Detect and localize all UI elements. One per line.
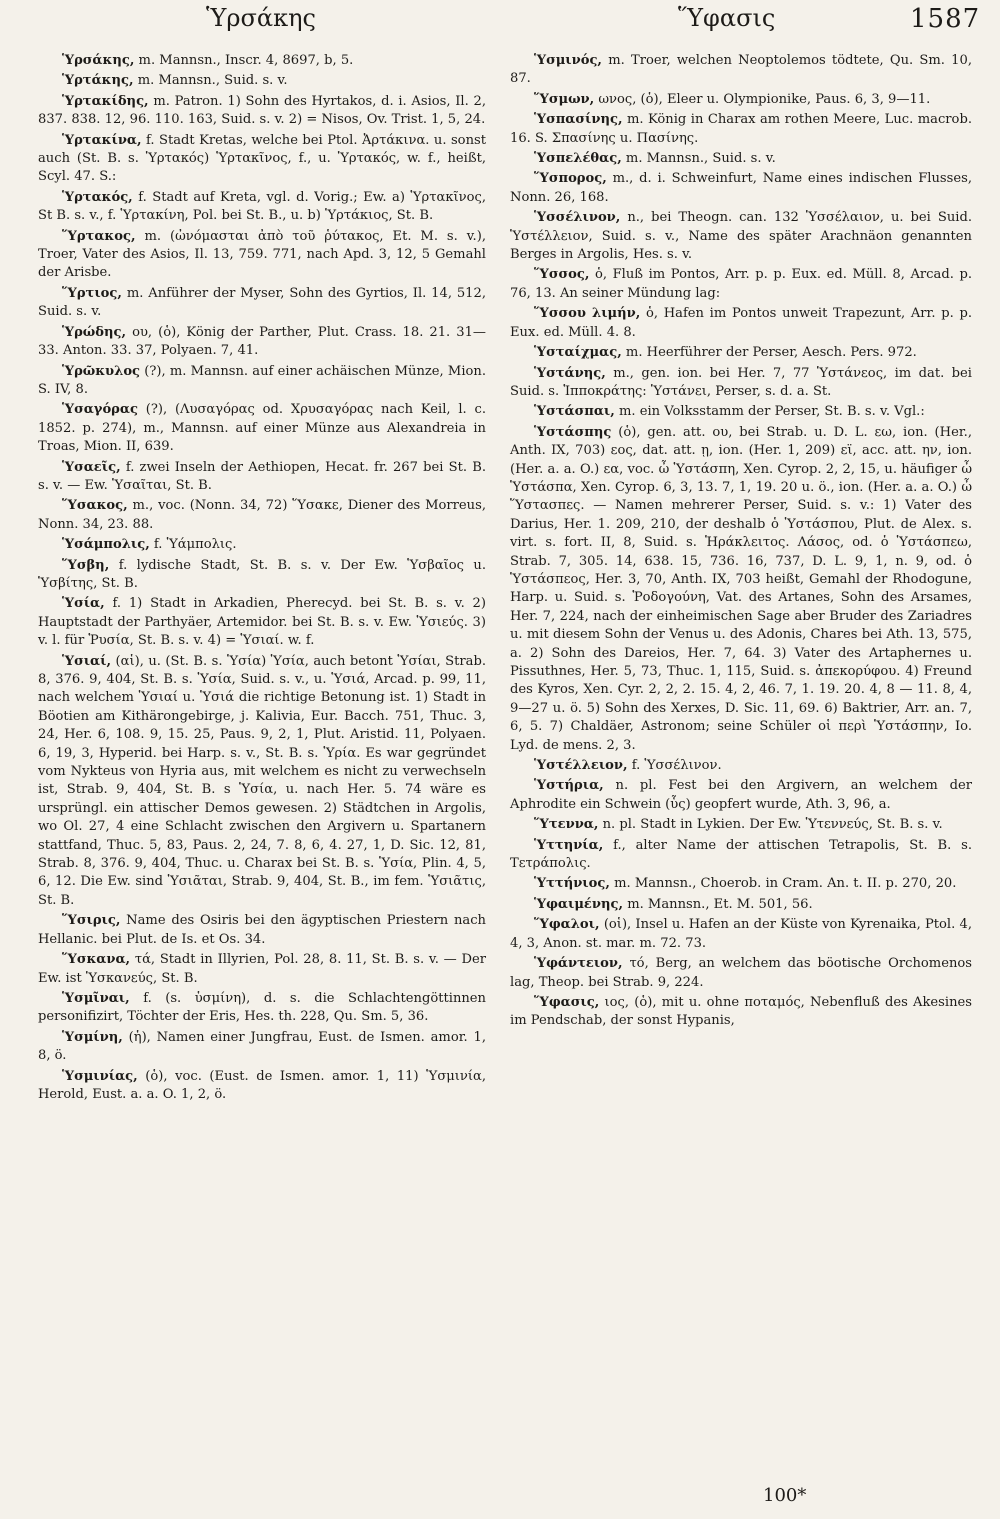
entry-headword: Ὑρώδης, [62, 324, 127, 340]
entry-text: m. Mannsn., Et. M. 501, 56. [627, 896, 813, 912]
entry-headword: Ὑσμινός, [534, 53, 602, 68]
entry-text: f., alter Name der attischen Tetrapolis, St. B. s. Τετράπολις. [510, 837, 972, 872]
entry-text: m. Patron. 1) Sohn des Hyrtakos, d. i. Asios, Il. 2, 837. 838. 12, 96. 110. 163, Suid. s. v. 2) = Nisos, Ov. Trist. 1, 5, 24. [38, 93, 486, 128]
dictionary-entry [38, 595, 486, 650]
entry-headword: Ὕσμων, [534, 91, 595, 107]
dictionary-entry [38, 285, 486, 322]
dictionary-entry [38, 459, 486, 496]
entry-text: m. Mannsn., Suid. s. v. [625, 151, 776, 167]
entry-headword: Ὕσπορος, [534, 171, 607, 187]
entry-text: ου, (ὁ), König der Parther, Plut. Crass. 18. 21. 31—33. Anton. 33. 37, Polyaen. 7, 41. [38, 324, 486, 359]
entry-text: m. Mannsn., Suid. s. v. [137, 73, 288, 89]
entry-text: f. lydische Stadt, St. B. s. v. Der Ew. Ὑσβαῖος u. Ὑσβίτης, St. B. [38, 557, 486, 591]
entry-text: f. (s. ὑσμίνη), d. s. die Schlachtengöttinnen personifizirt, Töchter der Eris, Hes. th. 228, Qu. Sm. 5, 36. [38, 990, 486, 1025]
dictionary-entry [510, 111, 972, 148]
entry-headword: Ὕφασις, [534, 994, 600, 1010]
entry-headword: Ὑσμίνη, [62, 1029, 123, 1045]
entry-headword: Ὑσμῖναι, [62, 990, 130, 1006]
entry-headword: Ὑσία, [62, 596, 105, 612]
dictionary-entry [38, 401, 486, 456]
dictionary-entry [510, 52, 972, 89]
dictionary-entry [510, 916, 972, 953]
dictionary-entry [38, 1029, 486, 1066]
entry-headword: Ὑστάσπης [534, 424, 612, 440]
sheet-signature: 100* [763, 1485, 807, 1506]
entry-headword: Ὑρτακίδης, [62, 93, 149, 109]
entry-headword: Ὑσταίχμας, [534, 345, 622, 361]
dictionary-entry [38, 653, 486, 911]
entry-headword: Ὕσιρις, [62, 913, 121, 929]
entry-text: f. Stadt auf Kreta, vgl. d. Vorig.; Ew. a) Ὑρτακῖνος, St B. s. v., f. Ὑρτακίνη, Pol. bei St. B., u. b) Ὑρτάκιος, St. B. [38, 189, 486, 224]
dictionary-entry [38, 132, 486, 187]
dictionary-entry [510, 266, 972, 303]
dictionary-entry [510, 170, 972, 207]
entry-text: m. König in Charax am rothen Meere, Luc. macrob. 16. S. Σπασίνης u. Πασίνης. [510, 112, 972, 146]
dictionary-entry [38, 951, 486, 988]
dictionary-entry [38, 990, 486, 1027]
dictionary-entry [38, 72, 486, 90]
entry-text: m. Anführer der Myser, Sohn des Gyrtios, Il. 14, 512, Suid. s. v. [38, 285, 486, 320]
entry-text: m. Troer, welchen Neoptolemos tödtete, Qu. Sm. 10, 87. [510, 53, 972, 87]
entry-headword: Ὑσιαί, [62, 653, 112, 669]
entry-text: (αἱ), u. (St. B. s. Ὑσία) Ὑσία, auch betont Ὑσίαι, Strab. 8, 376. 9, 404, St. B. s. Ὑσία, Suid. s. v., u. Ὑσιά, Arcad. p. 99, 11, nach welchem Ὑσιαί u. Ὑσιά die richtige Betonung ist. 1) Stadt in Böotien am Kithärongebirge, j. Kalivia, Eur. Bacch. 751, Thuc. 3, 24, Her. 6, 108. 9, 15. 25, Paus. 9, 2, 1, Plut. Aristid. 11, Polyaen. 6, 19, 3, Hyperid. bei Harp. s. v., St. B. s. Ὑρία. Es war gegründet vom Nykteus von Hyria aus, mit welchem es nicht zu verwechseln ist, Strab. 9, 404, St. B. s Ὑσία, u. nach Her. 5. 74 wäre es ursprüngl. ein attischer Demos gewesen. 2) Städtchen in Argolis, wo Ol. 27, 4 eine Schlacht zwischen den Argivern u. Spartanern stattfand, Thuc. 5, 83, Paus. 2, 24, 7. 8, 6, 4. 27, 1, D. Sic. 12, 81, Strab. 8, 376. 9, 404, Thuc. u. Charax bei St. B. s. Ὑσία, Plin. 4, 5, 6, 12. Die Ew. sind Ὑσιᾶται, Strab. 9, 404, St. B., im fem. Ὑσιᾶτις, St. B. [38, 653, 486, 908]
dictionary-entry [510, 424, 972, 755]
entry-headword: Ὑσσέλινον, [534, 210, 621, 226]
dictionary-entry [38, 536, 486, 554]
dictionary-entry [38, 1068, 486, 1105]
entry-text: ὁ, Hafen im Pontos unweit Trapezunt, Arr. p. p. Eux. ed. Müll. 4. 8. [510, 306, 972, 340]
entry-text: ὁ, Fluß im Pontos, Arr. p. p. Eux. ed. Müll. 8, Arcad. p. 76, 13. An seiner Mündung lag: [510, 267, 972, 301]
dictionary-entry [510, 150, 972, 168]
page-header [0, 4, 1000, 46]
dictionary-entry [38, 324, 486, 361]
entry-headword: Ὕσσος, [534, 267, 590, 283]
entry-headword: Ὑφαιμένης, [534, 896, 624, 912]
entry-headword: Ὑστήρια, [534, 778, 604, 794]
entry-headword: Ὕρτακος, [62, 228, 136, 244]
dictionary-entry [510, 816, 972, 834]
entry-text: m. Mannsn., Inscr. 4, 8697, b, 5. [138, 53, 354, 68]
entry-headword: Ὑρτακίνα, [62, 132, 142, 148]
entry-headword: Ὑσπασίνης, [534, 112, 623, 128]
entry-text: (ὁ), gen. att. ου, bei Strab. u. D. L. εω, ion. (Her., Anth. IX, 703) εος, dat. att. ῃ, ion. (Her. 1, 209) εϊ, acc. att. ην, ion. (Her. a. a. O.) εα, voc. ὦ Ὑστάσπη, Xen. Cyrop. 2, 2, 15, u. häufiger ὦ Ὑστάσπα, Xen. Cyrop. 6, 3, 13. 7, 1, 19. 20 u. ö., ion. (Her. a. a. O.) ὦ Ὕστασπες. — Namen mehrerer Perser, Suid. s. v.: 1) Vater des Darius, Her. 1. 209, 210, der deshalb ὁ Ὑστάσπου, Plut. de Alex. s. virt. s. fort. II, 8, Suid. s. Ἡράκλειτος. Λάσος, od. ὁ Ὑστάσπεω, Strab. 7, 305. 14, 638. 15, 736. 16, 737, D. L. 9, 1, n. 9, od. ὁ Ὑστάσπεος, Her. 3, 70, Anth. IX, 703 heißt, Gemahl der Rhodogune, Harp. u. Suid. s. Ῥοδογούνη, Vat. des Artanes, Sohn des Arsames, Her. 7, 224, nach der einheimischen Sage aber Bruder des Zariadres u. mit diesem Sohn der Venus u. des Adonis, Chares bei Ath. 13, 575, a. 2) Sohn des Dareios, Her. 7, 64. 3) Vater des Artaphernes u. Pissuthnes, Her. 5, 73, Thuc. 1, 115, Suid. s. ἀπεκορύφου. 4) Freund des Kyros, Xen. Cyr. 2, 2, 2. 15. 4, 2, 46. 7, 1. 19. 20. 4, 8 — 11. 8, 4, 9—27 u. ö. 5) Sohn des Xerxes, D. Sic. 11, 69. 6) Baktrier, Arr. an. 7, 6, 5. 7) Chaldäer, Astronom; seine Schüler οἱ περὶ Ὑστάσπην, Io. Lyd. de mens. 2, 3. [510, 424, 972, 753]
dictionary-entry [38, 228, 486, 283]
dictionary-entry [38, 912, 486, 949]
entry-text: f. 1) Stadt in Arkadien, Pherecyd. bei St. B. s. v. 2) Hauptstadt der Parthyäer, Artemidor. bei St. B. s. v. Ew. Ὑσιεύς. 3) v. l. für Ῥυσία, St. B. s. v. 4) = Ὑσιαί. w. f. [38, 596, 486, 649]
entry-text: n. pl. Stadt in Lykien. Der Ew. Ὑτεννεύς, St. B. s. v. [602, 817, 943, 833]
entry-text: m., voc. (Nonn. 34, 72) Ὕσακε, Diener des Morreus, Nonn. 34, 23. 88. [38, 498, 486, 532]
dictionary-entry [38, 363, 486, 400]
entry-headword: Ὑρῶκυλος [62, 363, 141, 379]
entry-text: (οἱ), Insel u. Hafen an der Küste von Kyrenaika, Ptol. 4, 4, 3, Anon. st. mar. m. 72. 73. [510, 917, 972, 951]
entry-text: (ἡ), Namen einer Jungfrau, Eust. de Ismen. amor. 1, 8, ö. [38, 1029, 486, 1064]
entry-text: Name des Osiris bei den ägyptischen Priestern nach Hellanic. bei Plut. de Is. et Os. 34. [38, 913, 486, 947]
right-column [510, 52, 972, 1033]
entry-text: m., d. i. Schweinfurt, Name eines indischen Flusses, Nonn. 26, 168. [510, 171, 972, 205]
dictionary-entry [510, 305, 972, 342]
entry-headword: Ὕσβη, [62, 557, 110, 573]
dictionary-entry [510, 994, 972, 1031]
dictionary-entry [38, 497, 486, 534]
dictionary-entry [510, 955, 972, 992]
entry-headword: Ὕρτιος, [62, 285, 122, 301]
entry-headword: Ὑσαεῖς, [62, 459, 121, 475]
entry-text: m., gen. ion. bei Her. 7, 77 Ὑστάνεος, im dat. bei Suid. s. Ἱπποκράτης: Ὑστάνει, Perser, s. d. a. St. [510, 365, 972, 399]
left-column [38, 52, 486, 1106]
entry-headword: Ὑφάντειον, [534, 956, 623, 972]
entry-text: (?), m. Mannsn. auf einer achäischen Münze, Mion. S. IV, 8. [38, 363, 486, 397]
entry-text: n., bei Theogn. can. 132 Ὑσσέλαιον, u. bei Suid. Ὑστέλλειον, Suid. s. v., Name des später Arachnäon genannten Berges in Argolis, Hes. s. v. [510, 210, 972, 263]
entry-text: (ὁ), voc. (Eust. de Ismen. amor. 1, 11) Ὑσμινία, Herold, Eust. a. a. O. 1, 2, ö. [38, 1068, 487, 1102]
dictionary-entry [510, 91, 972, 109]
entry-headword: Ὑστέλλειον, [534, 758, 628, 774]
entry-headword: Ὑσαγόρας [62, 402, 138, 418]
entry-headword: Ὕσακος, [62, 498, 128, 514]
entry-headword: Ὑσμινίας, [62, 1068, 138, 1084]
entry-text: m. (ὠνόμασται ἀπὸ τοῦ ῥύτακος, Et. M. s. v.), Troer, Vater des Asios, Il. 13, 759. 771, nach Apd. 3, 12, 5 Gemahl der Arisbe. [38, 228, 486, 281]
entry-headword: Ὑσάμπολις, [62, 537, 150, 553]
dictionary-entry [38, 93, 486, 130]
entry-text: f. Ὑσσέλινον. [631, 758, 722, 774]
dictionary-entry [38, 557, 486, 594]
header-right-catchword: Ὕφασις [678, 4, 776, 32]
entry-headword: Ὑσπελέθας, [534, 151, 622, 167]
dictionary-entry [38, 189, 486, 226]
entry-text: f. Stadt Kretas, welche bei Ptol. Ἀρτάκινα. u. sonst auch (St. B. s. Ὑρτακός) Ὑρτακῖνος, f., u. Ὑρτακός, w. f., heißt, Scyl. 47. S.: [38, 132, 486, 185]
dictionary-entry [38, 52, 486, 70]
dictionary-entry [510, 896, 972, 914]
dictionary-entry [510, 365, 972, 402]
entry-headword: Ὑρτακός, [62, 189, 133, 205]
dictionary-entry [510, 209, 972, 264]
entry-text: m. Heerführer der Perser, Aesch. Pers. 972. [625, 345, 917, 361]
entry-headword: Ὕσσου λιμήν, [534, 306, 641, 322]
entry-headword: Ὑρτάκης, [62, 73, 134, 89]
entry-headword: Ὑστάσπαι, [534, 404, 615, 420]
dictionary-entry [510, 777, 972, 814]
entry-text: τό, Berg, an welchem das böotische Orchomenos lag, Theop. bei Strab. 9, 224. [510, 956, 972, 990]
entry-text: ωνος, (ὁ), Eleer u. Olympionike, Paus. 6, 3, 9—11. [598, 91, 931, 107]
entry-text: f. Ὑάμπολις. [153, 537, 237, 553]
entry-headword: Ὕφαλοι, [534, 917, 600, 933]
dictionary-entry [510, 875, 972, 893]
header-left-catchword: Ὑρσάκης [206, 4, 316, 32]
entry-headword: Ὑστάνης, [534, 365, 606, 381]
entry-headword: Ὑρσάκης, [62, 53, 135, 68]
entry-text: m. Mannsn., Choerob. in Cram. An. t. II. p. 270, 20. [614, 876, 957, 892]
entry-headword: Ὑττηνία, [534, 837, 604, 853]
entry-text: ιος, (ὁ), mit u. ohne ποταμός, Nebenfluß des Akesines im Pendschab, der sonst Hypanis, [510, 994, 972, 1029]
entry-text: τά, Stadt in Illyrien, Pol. 28, 8. 11, St. B. s. v. — Der Ew. ist Ὑσκανεύς, St. B. [38, 952, 486, 986]
dictionary-entry [510, 403, 972, 421]
dictionary-entry [510, 757, 972, 775]
entry-headword: Ὕτεννα, [534, 817, 599, 833]
entry-text: f. zwei Inseln der Aethiopen, Hecat. fr. 267 bei St. B. s. v. — Ew. Ὑσαῖται, St. B. [38, 459, 486, 493]
entry-text: m. ein Volksstamm der Perser, St. B. s. v. Vgl.: [619, 404, 925, 420]
entry-text: (?), (Λυσαγόρας od. Χρυσαγόρας nach Keil, l. c. 1852. p. 274), m., Mannsn. auf einer Münze aus Alexandreia in Troas, Mion. II, 639. [38, 402, 486, 455]
dictionary-entry [510, 837, 972, 874]
page-number: 1587 [910, 4, 981, 34]
dictionary-entry [510, 344, 972, 362]
entry-text: n. pl. Fest bei den Argivern, an welchem der Aphrodite ein Schwein (ὗς) geopfert wurde, Ath. 3, 96, a. [510, 778, 972, 812]
entry-headword: Ὕσκανα, [62, 952, 131, 968]
entry-headword: Ὑττήνιος, [534, 876, 610, 892]
